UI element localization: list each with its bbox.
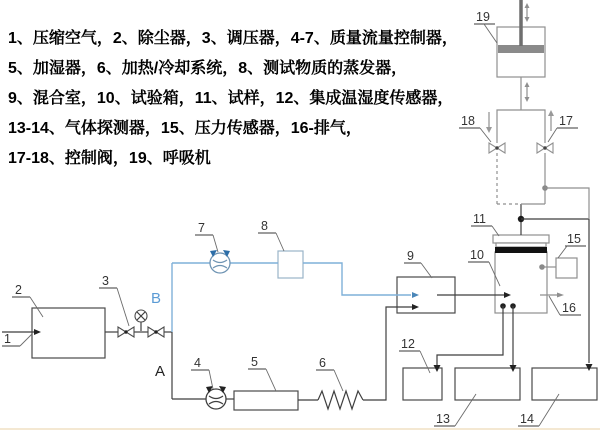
branch-a-label: A [155,363,166,380]
label-3: 3 [102,274,109,288]
label-19: 19 [476,10,490,24]
label-5: 5 [251,355,258,369]
label-8: 8 [261,219,268,233]
dust-filter-box-2 [32,308,105,358]
label-15-leader [558,246,567,258]
valve-18-flow-arrowhead-down [486,127,492,133]
control-valve-18-dot [495,146,498,149]
specimen-lid-seal-bar [495,247,547,253]
label-1-leader [20,334,32,346]
regulator-valve-a-dot [124,330,127,333]
branch-b-label: B [151,290,162,307]
rod-motion-arrow-down [525,17,530,22]
label-17-leader [548,128,557,142]
label-7: 7 [198,221,205,235]
humidifier-box-5 [234,391,298,410]
label-16: 16 [562,301,576,315]
control-valve-17-dot [543,146,546,149]
bottom-rule [0,428,600,430]
label-15: 15 [567,232,581,246]
label-6-leader [334,370,343,391]
valve-17-flow-arrowhead-up [548,110,554,116]
label-4: 4 [194,356,201,370]
label-9: 9 [407,249,414,263]
legend-line-3: 9、混合室，10、试验箱，11、试样，12、集成温湿度传感器， [8,90,454,107]
label-10: 10 [470,248,484,262]
label-6: 6 [319,356,326,370]
branch-b-pipe-to-mixer [303,263,411,295]
label-1: 1 [4,332,11,346]
label-12: 12 [401,337,415,351]
exhaust-arrowhead-16 [557,293,564,298]
label-8-leader [276,233,284,251]
specimen-lid-mid-plate [496,243,546,247]
label-4-leader [209,370,213,389]
line-to-sensor-12 [437,306,503,365]
evaporator-box-8 [278,251,303,278]
label-14: 14 [520,412,534,426]
gas-detector-box-14 [532,368,597,400]
humidity-temp-sensor-box-12 [403,368,442,400]
regulator-valve-b-dot [154,330,157,333]
valve-manifold-lines [497,110,545,143]
label-7-leader [213,235,218,252]
pressure-tap-dot [539,264,545,270]
specimen-lid-top-plate [493,235,549,243]
legend-line-2: 5、加湿器，6、加热/冷却系统，8、测试物质的蒸发器， [8,60,408,77]
label-19-leader [484,24,497,43]
legend-line-5: 17-18、控制阀，19、呼吸机 [8,150,211,167]
breathing-machine-piston [498,45,544,53]
flow-motion-arrow-down [525,97,530,102]
valve-17-to-right-drop [545,188,589,219]
label-2: 2 [15,283,22,297]
flow-motion-arrow-up [525,82,530,87]
label-9-leader [421,263,432,278]
legend-line-4: 13-14、气体探测器，15、压力传感器，16-排气， [8,120,362,137]
rod-motion-arrow-up [525,3,530,8]
label-11: 11 [473,212,486,226]
pressure-sensor-box-15 [556,258,577,278]
legend-line-1: 1、压缩空气，2、除尘器，3、调压器，4-7、质量流量控制器， [8,30,458,47]
label-5-leader [266,369,276,391]
label-3-leader [117,288,129,326]
gas-detector-box-13 [455,368,520,400]
label-16-leader [549,296,560,315]
label-13: 13 [436,412,450,426]
heater-cooler-coil-6 [318,391,363,409]
label-17: 17 [559,114,573,128]
label-18: 18 [461,114,475,128]
